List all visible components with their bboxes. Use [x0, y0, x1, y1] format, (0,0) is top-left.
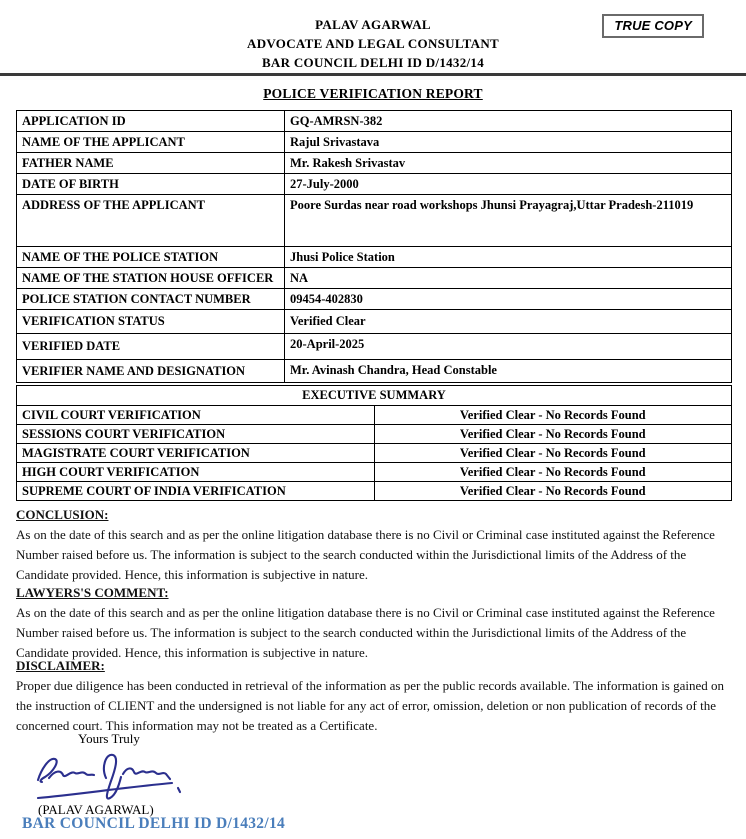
bar-council-id: BAR COUNCIL DELHI ID D/1432/14 [261, 55, 485, 70]
row-value: Verified Clear - No Records Found [374, 425, 732, 444]
row-label: MAGISTRATE COURT VERIFICATION [17, 444, 375, 463]
row-label: NAME OF THE POLICE STATION [17, 247, 285, 268]
table-row [17, 132, 732, 153]
table-row [17, 444, 732, 463]
table-row [17, 195, 732, 247]
signature-palav-agarwal [28, 746, 198, 806]
table-row [17, 247, 732, 268]
row-value: Mr. Rakesh Srivastav [285, 153, 732, 174]
table-row [17, 310, 732, 334]
row-label: SUPREME COURT OF INDIA VERIFICATION [17, 482, 375, 501]
row-label: VERIFIED DATE [17, 334, 285, 360]
row-label: APPLICATION ID [17, 111, 285, 132]
conclusion-section [16, 506, 730, 585]
row-label: NAME OF THE APPLICANT [17, 132, 285, 153]
row-label: HIGH COURT VERIFICATION [17, 463, 375, 482]
row-value: Rajul Srivastava [285, 132, 732, 153]
row-label: DATE OF BIRTH [17, 174, 285, 195]
disclaimer-heading: DISCLAIMER: [16, 658, 105, 673]
row-value: 20-April-2025 [285, 334, 732, 360]
table-row [17, 268, 732, 289]
table-row [17, 463, 732, 482]
row-value: GQ-AMRSN-382 [285, 111, 732, 132]
table-row [17, 289, 732, 310]
table-row [17, 482, 732, 501]
true-copy-stamp: TRUE COPY [602, 14, 704, 38]
handwritten-signature-drawing [28, 746, 198, 806]
conclusion-heading: CONCLUSION: [16, 507, 109, 522]
row-value: 27-July-2000 [285, 174, 732, 195]
row-value: 09454-402830 [285, 289, 732, 310]
table-row [17, 334, 732, 360]
disclaimer-body: Proper due diligence has been conducted in retrieval of the information as per the public records available. The information is gained on the instruction of CLIENT and the undersigned is not liable for any act of error, omission, deletion or non publication of records of the concerned court. This information may not be treated as a Certificate. [16, 678, 725, 733]
row-label: FATHER NAME [17, 153, 285, 174]
advocate-name: PALAV AGARWAL [315, 17, 431, 32]
row-label: CIVIL COURT VERIFICATION [17, 406, 375, 425]
table-row [17, 406, 732, 425]
page-title: POLICE VERIFICATION REPORT [263, 86, 483, 101]
row-value: NA [285, 268, 732, 289]
row-label: POLICE STATION CONTACT NUMBER [17, 289, 285, 310]
table-row [17, 360, 732, 383]
signatory-name: (PALAV AGARWAL) [38, 802, 154, 817]
disclaimer-section [16, 657, 730, 736]
table-row [17, 111, 732, 132]
row-label: VERIFIER NAME AND DESIGNATION [17, 360, 285, 383]
row-label: VERIFICATION STATUS [17, 310, 285, 334]
summary-header-row [17, 386, 732, 406]
lawyers-comment-body: As on the date of this search and as per the online litigation database there is no Civil or Criminal case instituted against the Reference Number raised before us. The information is subject to the search conducted within the Jurisdictional limits of the Address of the Candidate provided. Hence, this information is subjective in nature. [16, 605, 715, 660]
row-label: SESSIONS COURT VERIFICATION [17, 425, 375, 444]
closing-salutation: Yours Truly [78, 731, 140, 746]
table-row [17, 425, 732, 444]
header-divider [0, 73, 746, 76]
conclusion-body: As on the date of this search and as per the online litigation database there is no Civil or Criminal case instituted against the Reference Number raised before us. The information is subject to the search conducted within the Jurisdictional limits of the Address of the Candidate provided. Hence, this information is subjective in nature. [16, 527, 715, 582]
table-row [17, 174, 732, 195]
row-value: Verified Clear - No Records Found [374, 444, 732, 463]
row-value: Verified Clear - No Records Found [374, 482, 732, 501]
row-label: NAME OF THE STATION HOUSE OFFICER [17, 268, 285, 289]
executive-summary-table [16, 385, 732, 501]
table-row [17, 153, 732, 174]
lawyers-comment-heading: LAWYERS'S COMMENT: [16, 585, 169, 600]
summary-title: EXECUTIVE SUMMARY [17, 386, 732, 406]
row-value: Mr. Avinash Chandra, Head Constable [285, 360, 732, 383]
row-value: Poore Surdas near road workshops Jhunsi Prayagraj,Uttar Pradesh-211019 [285, 195, 732, 247]
row-value: Jhusi Police Station [285, 247, 732, 268]
row-value: Verified Clear - No Records Found [374, 463, 732, 482]
row-value: Verified Clear [285, 310, 732, 334]
advocate-title: ADVOCATE AND LEGAL CONSULTANT [247, 36, 499, 51]
lawyers-comment-section [16, 584, 730, 663]
bar-council-footer: BAR COUNCIL DELHI ID D/1432/14 [22, 815, 286, 832]
row-label: ADDRESS OF THE APPLICANT [17, 195, 285, 247]
row-value: Verified Clear - No Records Found [374, 406, 732, 425]
applicant-details-table [16, 110, 732, 383]
